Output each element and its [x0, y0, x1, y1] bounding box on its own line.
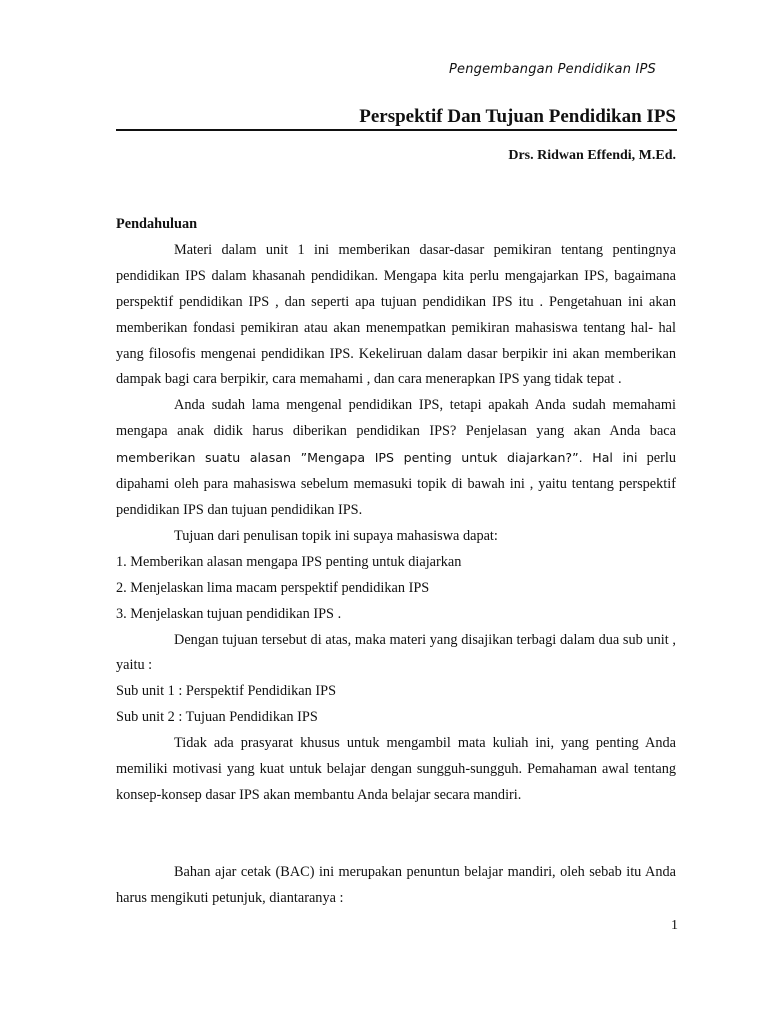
sub-unit-item: Sub unit 2 : Tujuan Pendidikan IPS	[116, 709, 318, 726]
paragraph-why-ips-sans-text: memberikan suatu alasan ”Mengapa IPS penting untuk diajarkan?”. Hal ini	[116, 450, 638, 466]
page-number: 1	[671, 918, 678, 933]
running-header: Pengembangan Pendidikan IPS	[448, 62, 656, 77]
paragraph-prerequisites: Tidak ada prasyarat khusus untuk mengambil mata kuliah ini, yang penting Anda memiliki motivasi yang kuat untuk belajar dengan sungguh-sungguh. Pemahaman awal tentang konsep-konsep dasar IPS akan membantu Anda belajar secara mandiri.	[116, 735, 676, 803]
objective-item: 2. Menjelaskan lima macam perspektif pendidikan IPS	[116, 579, 430, 596]
title-underline-rule	[116, 129, 677, 131]
article-title: Perspektif Dan Tujuan Pendidikan IPS	[359, 106, 676, 127]
paragraph-why-ips	[116, 393, 676, 524]
paragraph-objectives-intro: Tujuan dari penulisan topik ini supaya mahasiswa dapat:	[174, 527, 498, 544]
paragraph-sub-units-intro: Dengan tujuan tersebut di atas, maka materi yang disajikan terbagi dalam dua sub unit , yaitu :	[116, 631, 676, 674]
section-heading: Pendahuluan	[116, 216, 198, 232]
objective-item: 1. Memberikan alasan mengapa IPS penting untuk diajarkan	[116, 553, 462, 570]
sub-unit-item: Sub unit 1 : Perspektif Pendidikan IPS	[116, 683, 337, 700]
paragraph-why-ips-end: perlu dipahami oleh para mahasiswa sebelum memasuki topik di bawah ini , yaitu tentang perspektif pendidikan IPS dan tujuan pendidikan IPS.	[116, 450, 676, 518]
paragraph-intro: Materi dalam unit 1 ini memberikan dasar-dasar pemikiran tentang pentingnya pendidikan IPS dalam khasanah pendidikan. Mengapa kita perlu mengajarkan IPS, bagaimana perspektif pendidikan IPS , dan seperti apa tujuan pendidikan IPS itu . Pengetahuan ini akan memberikan fondasi pemikiran atau akan menempatkan pemikiran mahasiswa tentang hal- hal yang filosofis mengenai pendidikan IPS. Kekeliruan dalam dasar berpikir ini akan memberikan dampak bagi cara berpikir, cara memahami , dan cara menerapkan IPS yang tidak tepat .	[116, 241, 676, 388]
paragraph-why-ips-start: Anda sudah lama mengenal pendidikan IPS, tetapi apakah Anda sudah memahami mengapa anak didik harus diberikan pendidikan IPS? Penjelasan yang akan Anda baca	[116, 397, 676, 440]
paragraph-spacer	[116, 809, 676, 860]
paragraph-bac-guidance: Bahan ajar cetak (BAC) ini merupakan penuntun belajar mandiri, oleh sebab itu Anda harus mengikuti petunjuk, diantaranya :	[116, 863, 676, 906]
objective-item: 3. Menjelaskan tujuan pendidikan IPS .	[116, 605, 342, 622]
author-name: Drs. Ridwan Effendi, M.Ed.	[508, 148, 676, 163]
article-body	[116, 212, 676, 912]
